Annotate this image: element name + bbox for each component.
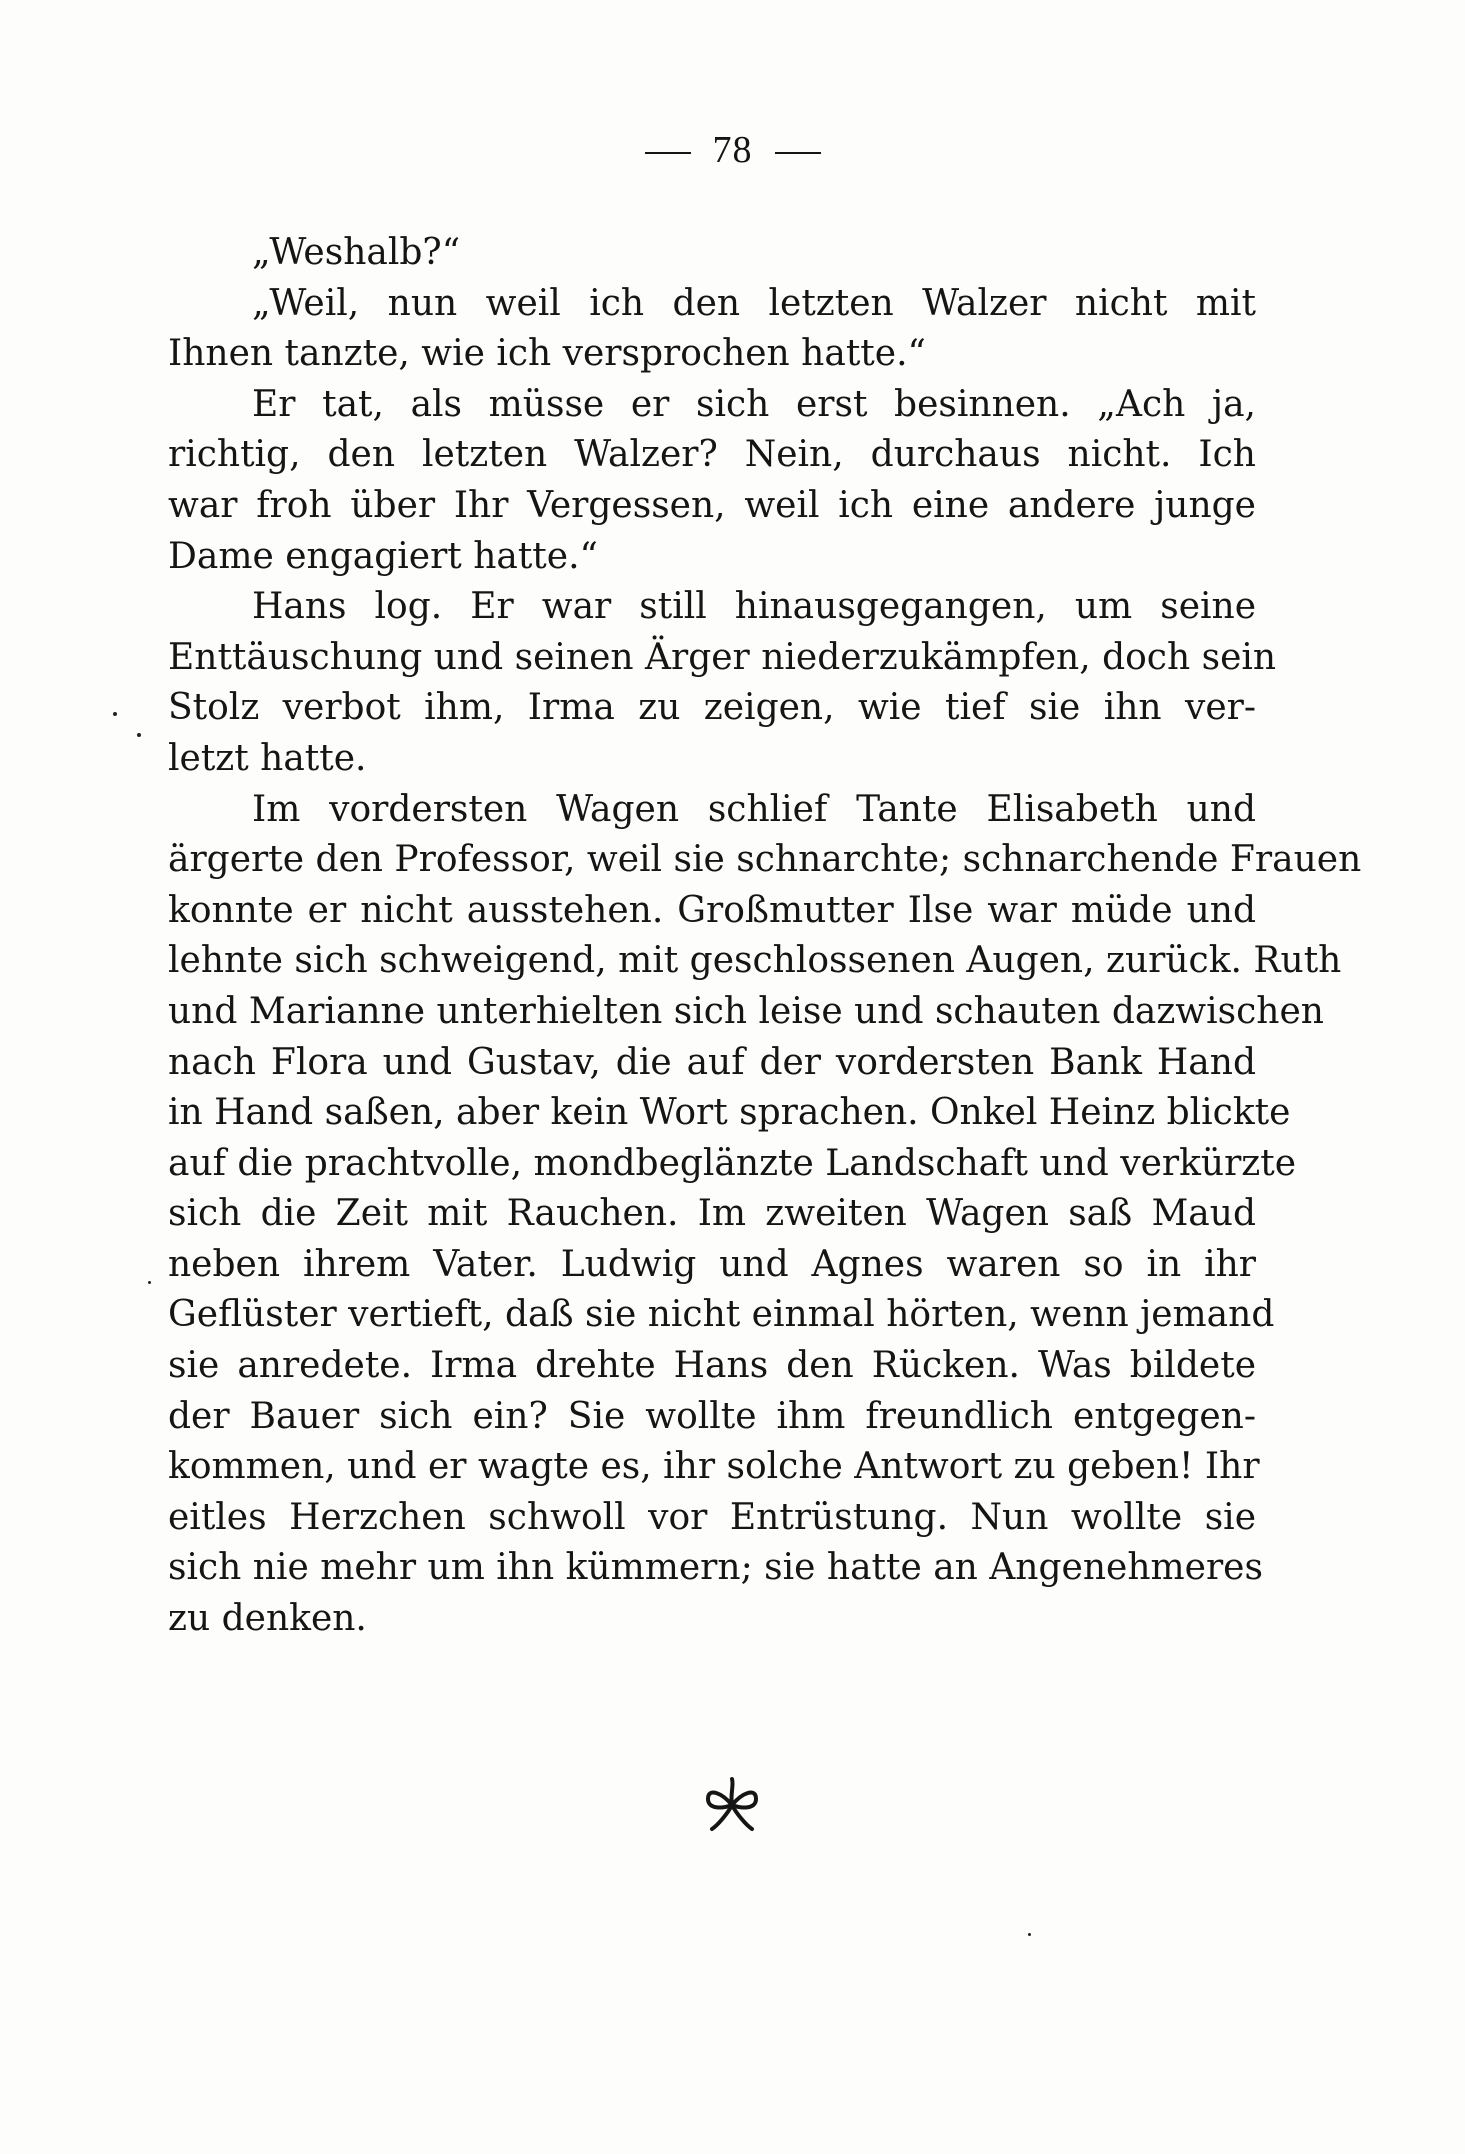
text-line: und Marianne unterhielten sich leise und schauten dazwischen xyxy=(168,990,1324,1032)
text-line: letzt hatte. xyxy=(168,737,367,779)
text-line: lehnte sich schweigend, mit geschlossenen Augen, zurück. Ruth xyxy=(168,940,1342,982)
page-number-dash-left xyxy=(645,152,691,154)
page-number xyxy=(0,128,1465,172)
text-line: auf die prachtvolle, mondbeglänzte Landschaft und verkürzte xyxy=(168,1142,1297,1184)
text-line: ärgerte den Professor, weil sie schnarchte; schnarchende Frauen xyxy=(168,839,1362,881)
page-number-dash-right xyxy=(775,152,821,154)
text-line: neben ihrem Vater. Ludwig und Agnes waren so in ihr xyxy=(168,1243,1256,1285)
text-line: kommen, und er wagte es, ihr solche Antwort zu geben! Ihr xyxy=(168,1446,1260,1488)
text-line: „Weil, nun weil ich den letzten Walzer nicht mit xyxy=(252,282,1256,324)
ink-speck xyxy=(137,733,141,737)
text-line: konnte er nicht ausstehen. Großmutter Ilse war müde und xyxy=(168,889,1256,931)
text-line: nach Flora und Gustav, die auf der vordersten Bank Hand xyxy=(168,1041,1256,1083)
text-line: Er tat, als müsse er sich erst besinnen. „Ach ja, xyxy=(252,383,1256,425)
text-line: sie anredete. Irma drehte Hans den Rücken. Was bildete xyxy=(168,1345,1256,1387)
text-line: richtig, den letzten Walzer? Nein, durchaus nicht. Ich xyxy=(168,434,1256,476)
text-line: Im vordersten Wagen schlief Tante Elisabeth und xyxy=(252,788,1256,830)
page-number-value: 78 xyxy=(712,129,753,171)
text-line: Hans log. Er war still hinausgegangen, um seine xyxy=(252,586,1256,628)
text-line: in Hand saßen, aber kein Wort sprachen. Onkel Heinz blickte xyxy=(168,1092,1291,1134)
text-line: Enttäuschung und seinen Ärger niederzukämpfen, doch sein xyxy=(168,636,1277,678)
text-line: Stolz verbot ihm, Irma zu zeigen, wie tief sie ihn ver- xyxy=(168,687,1256,729)
text-line: der Bauer sich ein? Sie wollte ihm freundlich entgegen- xyxy=(168,1395,1256,1437)
ink-speck xyxy=(148,1281,151,1284)
text-line: sich nie mehr um ihn kümmern; sie hatte an Angenehmeres xyxy=(168,1547,1263,1589)
text-line: zu denken. xyxy=(168,1598,367,1640)
body-text xyxy=(168,228,1362,1645)
text-line: eitles Herzchen schwoll vor Entrüstung. Nun wollte sie xyxy=(168,1496,1256,1538)
text-line: Geflüster vertieft, daß sie nicht einmal hörten, wenn jemand xyxy=(168,1294,1275,1336)
fleuron-ornament-icon xyxy=(700,1775,764,1833)
ink-speck xyxy=(1028,1933,1031,1936)
text-line: sich die Zeit mit Rauchen. Im zweiten Wagen saß Maud xyxy=(168,1193,1256,1235)
ink-speck xyxy=(113,712,117,716)
text-line: Ihnen tanzte, wie ich versprochen hatte.“ xyxy=(168,333,926,375)
text-line: „Weshalb?“ xyxy=(252,232,461,273)
text-line: Dame engagiert hatte.“ xyxy=(168,535,598,577)
text-line: war froh über Ihr Vergessen, weil ich eine andere junge xyxy=(168,484,1256,526)
